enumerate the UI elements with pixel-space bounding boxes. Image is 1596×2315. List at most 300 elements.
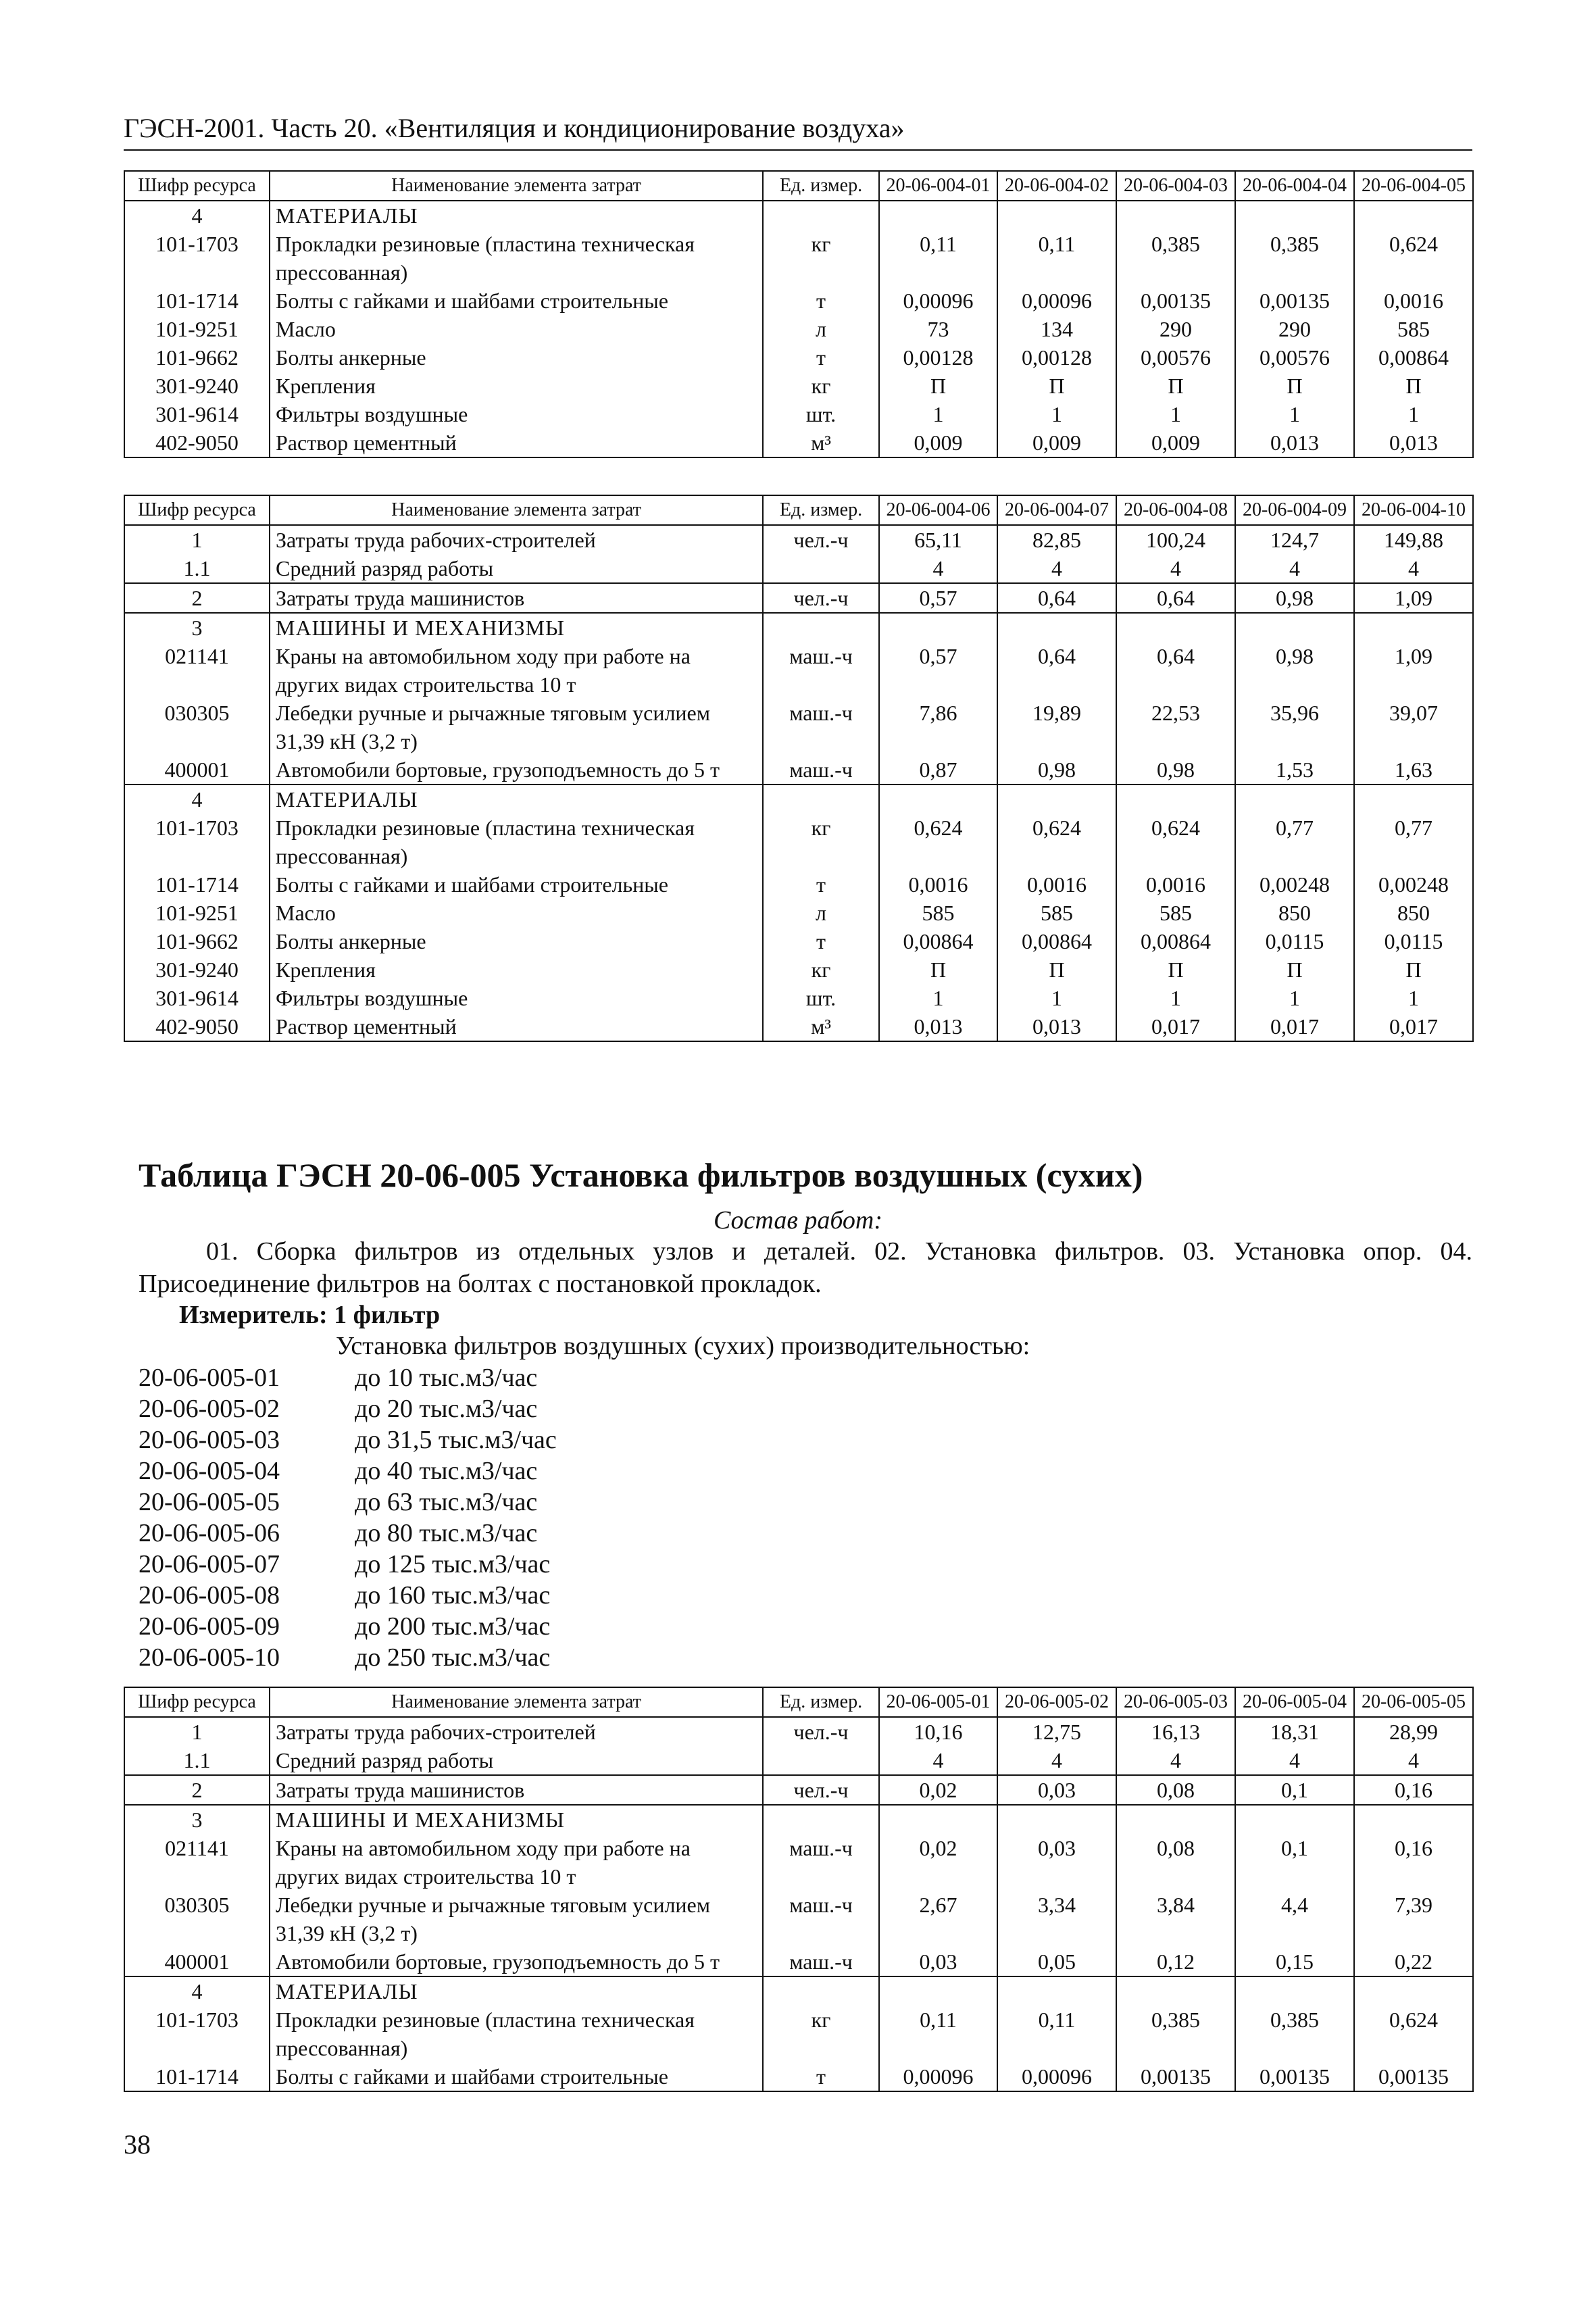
resource-code: 400001 <box>124 755 270 785</box>
value-cell: 0,64 <box>997 642 1116 699</box>
value-cell: 0,03 <box>997 1834 1116 1891</box>
value-cell: П <box>1354 955 1473 984</box>
code-list-item <box>139 1362 557 1393</box>
resource-code: 1.1 <box>124 1746 270 1775</box>
value-cell: 0,03 <box>879 1947 997 1976</box>
norm-code: 20-06-005-07 <box>139 1550 280 1578</box>
value-cell: 0,00864 <box>1116 927 1235 955</box>
resource-name: МАТЕРИАЛЫ <box>270 1976 763 2006</box>
value-cell: П <box>1235 955 1354 984</box>
value-cell: 0,57 <box>879 583 997 613</box>
table-row <box>124 699 1473 755</box>
unit-cell: т <box>763 287 879 315</box>
unit-cell: маш.-ч <box>763 1834 879 1891</box>
resource-name: Краны на автомобильном ходу при работе на других видах строительства 10 т <box>270 642 763 699</box>
value-cell: 0,0115 <box>1235 927 1354 955</box>
column-header: Наименование элемента затрат <box>270 495 763 525</box>
value-cell: 0,77 <box>1235 814 1354 870</box>
value-cell: 1 <box>1116 400 1235 428</box>
code-list <box>139 1362 557 1673</box>
value-cell: 100,24 <box>1116 525 1235 554</box>
code-list-item <box>139 1424 557 1455</box>
resource-code: 101-9251 <box>124 899 270 927</box>
meter-line: Измеритель: 1 фильтр <box>179 1301 441 1329</box>
value-cell: 0,12 <box>1116 1947 1235 1976</box>
column-header: 20-06-004-06 <box>879 495 997 525</box>
resource-name: Болты анкерные <box>270 927 763 955</box>
norm-code: 20-06-005-06 <box>139 1519 280 1547</box>
value-cell: 0,1 <box>1235 1775 1354 1805</box>
value-cell: 0,0016 <box>997 870 1116 899</box>
norm-code: 20-06-005-08 <box>139 1581 280 1610</box>
productivity-intro: Установка фильтров воздушных (сухих) производительностью: <box>336 1332 1030 1360</box>
unit-cell: кг <box>763 372 879 400</box>
norm-capacity: до 20 тыс.м3/час <box>355 1395 538 1423</box>
unit-cell: кг <box>763 955 879 984</box>
value-cell: 0,08 <box>1116 1834 1235 1891</box>
resource-code: 301-9240 <box>124 372 270 400</box>
value-cell: 0,05 <box>997 1947 1116 1976</box>
value-cell: 0,98 <box>1235 583 1354 613</box>
value-cell: П <box>879 372 997 400</box>
norm-code: 20-06-005-02 <box>139 1395 280 1423</box>
value-cell: 22,53 <box>1116 699 1235 755</box>
table-row <box>124 372 1473 400</box>
column-header: 20-06-005-01 <box>879 1687 997 1717</box>
value-cell: 0,00135 <box>1235 287 1354 315</box>
value-cell <box>1354 613 1473 642</box>
unit-cell: маш.-ч <box>763 699 879 755</box>
unit-cell <box>763 1746 879 1775</box>
value-cell <box>1354 1976 1473 2006</box>
value-cell: 0,0016 <box>879 870 997 899</box>
value-cell <box>997 785 1116 814</box>
value-cell: 0,624 <box>1116 814 1235 870</box>
code-list-item <box>139 1455 557 1487</box>
resource-code: 3 <box>124 1805 270 1834</box>
value-cell: 0,017 <box>1116 1012 1235 1041</box>
value-cell: 0,00135 <box>1354 2062 1473 2091</box>
value-cell <box>879 201 997 230</box>
value-cell: 0,00576 <box>1235 343 1354 372</box>
value-cell: 1 <box>1354 984 1473 1012</box>
resource-name: Крепления <box>270 372 763 400</box>
value-cell: 28,99 <box>1354 1717 1473 1746</box>
value-cell <box>997 1976 1116 2006</box>
code-list-item <box>139 1393 557 1424</box>
table-row <box>124 927 1473 955</box>
unit-cell: чел.-ч <box>763 525 879 554</box>
value-cell: 0,15 <box>1235 1947 1354 1976</box>
resource-code: 4 <box>124 785 270 814</box>
code-list-item <box>139 1580 557 1611</box>
value-cell <box>1235 1805 1354 1834</box>
value-cell: 0,00128 <box>997 343 1116 372</box>
column-header: Ед. измер. <box>763 171 879 201</box>
value-cell <box>1354 785 1473 814</box>
table-row <box>124 230 1473 287</box>
table-row <box>124 583 1473 613</box>
resource-code: 1 <box>124 525 270 554</box>
value-cell <box>1116 1805 1235 1834</box>
table-row <box>124 2062 1473 2091</box>
resource-name: Прокладки резиновые (пластина техническая прессованная) <box>270 2006 763 2062</box>
unit-cell: кг <box>763 2006 879 2062</box>
resource-code: 101-1703 <box>124 814 270 870</box>
unit-cell: чел.-ч <box>763 1717 879 1746</box>
value-cell: 0,03 <box>997 1775 1116 1805</box>
column-header: 20-06-004-04 <box>1235 171 1354 201</box>
column-header: 20-06-004-01 <box>879 171 997 201</box>
value-cell: 2,67 <box>879 1891 997 1947</box>
value-cell: 0,00096 <box>879 287 997 315</box>
value-cell: 585 <box>879 899 997 927</box>
column-header: 20-06-005-05 <box>1354 1687 1473 1717</box>
value-cell: 0,385 <box>1235 2006 1354 2062</box>
column-header: 20-06-004-10 <box>1354 495 1473 525</box>
table-row <box>124 955 1473 984</box>
unit-cell: т <box>763 870 879 899</box>
unit-cell: т <box>763 927 879 955</box>
value-cell: 0,00864 <box>1354 343 1473 372</box>
table-row <box>124 1947 1473 1976</box>
value-cell: 0,0016 <box>1354 287 1473 315</box>
value-cell: 0,00135 <box>1116 2062 1235 2091</box>
table-row <box>124 613 1473 642</box>
value-cell: 65,11 <box>879 525 997 554</box>
value-cell: 0,00248 <box>1354 870 1473 899</box>
resource-name: Прокладки резиновые (пластина техническая прессованная) <box>270 814 763 870</box>
unit-cell: чел.-ч <box>763 583 879 613</box>
code-list-item <box>139 1611 557 1642</box>
value-cell: 0,64 <box>1116 583 1235 613</box>
value-cell: 0,00096 <box>879 2062 997 2091</box>
value-cell: 0,624 <box>1354 230 1473 287</box>
resource-code: 101-1714 <box>124 2062 270 2091</box>
resource-name: Масло <box>270 899 763 927</box>
value-cell: 0,64 <box>997 583 1116 613</box>
value-cell: 585 <box>1354 315 1473 343</box>
resource-name: Раствор цементный <box>270 428 763 457</box>
column-header: 20-06-005-02 <box>997 1687 1116 1717</box>
unit-cell <box>763 554 879 583</box>
table-row <box>124 2006 1473 2062</box>
resource-code: 030305 <box>124 699 270 755</box>
resource-code: 101-9662 <box>124 927 270 955</box>
resource-name: Затраты труда рабочих-строителей <box>270 1717 763 1746</box>
norm-capacity: до 250 тыс.м3/час <box>355 1643 551 1672</box>
resource-name: Крепления <box>270 955 763 984</box>
value-cell: 7,39 <box>1354 1891 1473 1947</box>
resource-name: МАШИНЫ И МЕХАНИЗМЫ <box>270 613 763 642</box>
value-cell <box>879 785 997 814</box>
norm-capacity: до 200 тыс.м3/час <box>355 1612 551 1641</box>
resource-name: Фильтры воздушные <box>270 400 763 428</box>
value-cell: 4 <box>1235 554 1354 583</box>
resource-name: Затраты труда рабочих-строителей <box>270 525 763 554</box>
resource-code: 1.1 <box>124 554 270 583</box>
value-cell <box>1116 201 1235 230</box>
resource-name: Болты с гайками и шайбами строительные <box>270 287 763 315</box>
norm-capacity: до 10 тыс.м3/час <box>355 1364 538 1392</box>
resource-name: Краны на автомобильном ходу при работе на других видах строительства 10 т <box>270 1834 763 1891</box>
value-cell <box>879 1805 997 1834</box>
column-header: Ед. измер. <box>763 1687 879 1717</box>
value-cell: 850 <box>1354 899 1473 927</box>
table-row <box>124 984 1473 1012</box>
value-cell: 4 <box>1354 1746 1473 1775</box>
value-cell: 1 <box>879 400 997 428</box>
value-cell: 39,07 <box>1354 699 1473 755</box>
value-cell: 0,013 <box>1235 428 1354 457</box>
value-cell: П <box>1235 372 1354 400</box>
resource-name: Затраты труда машинистов <box>270 583 763 613</box>
resource-name: МАШИНЫ И МЕХАНИЗМЫ <box>270 1805 763 1834</box>
table-row <box>124 785 1473 814</box>
value-cell: 585 <box>1116 899 1235 927</box>
resource-code: 402-9050 <box>124 428 270 457</box>
value-cell: 0,64 <box>1116 642 1235 699</box>
table-row <box>124 525 1473 554</box>
table-row <box>124 755 1473 785</box>
resource-code: 4 <box>124 1976 270 2006</box>
column-header: 20-06-004-09 <box>1235 495 1354 525</box>
norm-capacity: до 40 тыс.м3/час <box>355 1457 538 1485</box>
value-cell: 0,385 <box>1235 230 1354 287</box>
value-cell: 0,00096 <box>997 2062 1116 2091</box>
value-cell <box>1354 1805 1473 1834</box>
unit-cell <box>763 1976 879 2006</box>
value-cell: 0,00864 <box>879 927 997 955</box>
value-cell: 0,98 <box>1235 642 1354 699</box>
value-cell: 0,16 <box>1354 1775 1473 1805</box>
resource-code: 101-1714 <box>124 870 270 899</box>
resource-code: 101-9662 <box>124 343 270 372</box>
norm-capacity: до 80 тыс.м3/час <box>355 1519 538 1547</box>
value-cell: 0,385 <box>1116 2006 1235 2062</box>
value-cell: 0,11 <box>879 230 997 287</box>
unit-cell: м³ <box>763 1012 879 1041</box>
value-cell: 0,00864 <box>997 927 1116 955</box>
value-cell <box>879 613 997 642</box>
resource-code: 301-9614 <box>124 400 270 428</box>
unit-cell: шт. <box>763 984 879 1012</box>
table-row <box>124 1976 1473 2006</box>
norm-code: 20-06-005-04 <box>139 1457 280 1485</box>
table-row <box>124 287 1473 315</box>
norm-capacity: до 63 тыс.м3/час <box>355 1488 538 1516</box>
value-cell: 0,013 <box>1354 428 1473 457</box>
works-heading: Состав работ: <box>713 1206 883 1235</box>
resource-code: 021141 <box>124 642 270 699</box>
value-cell <box>1116 1976 1235 2006</box>
table-row <box>124 642 1473 699</box>
resource-name: МАТЕРИАЛЫ <box>270 785 763 814</box>
resource-code: 2 <box>124 1775 270 1805</box>
unit-cell: т <box>763 2062 879 2091</box>
value-cell: 0,22 <box>1354 1947 1473 1976</box>
code-list-item <box>139 1549 557 1580</box>
value-cell <box>1116 613 1235 642</box>
unit-cell: чел.-ч <box>763 1775 879 1805</box>
table-row <box>124 400 1473 428</box>
resource-code: 4 <box>124 201 270 230</box>
resource-name: Раствор цементный <box>270 1012 763 1041</box>
value-cell: 1 <box>1235 984 1354 1012</box>
norm-code: 20-06-005-01 <box>139 1364 280 1392</box>
value-cell: 0,57 <box>879 642 997 699</box>
value-cell: П <box>1116 955 1235 984</box>
value-cell: 0,02 <box>879 1834 997 1891</box>
value-cell: 4 <box>1116 554 1235 583</box>
value-cell: 0,013 <box>879 1012 997 1041</box>
value-cell: 0,11 <box>997 2006 1116 2062</box>
value-cell: 0,11 <box>879 2006 997 2062</box>
section-title: Таблица ГЭСН 20-06-005 Установка фильтров воздушных (сухих) <box>139 1156 1143 1194</box>
resource-code: 301-9614 <box>124 984 270 1012</box>
value-cell: 0,009 <box>879 428 997 457</box>
norm-code: 20-06-005-09 <box>139 1612 280 1641</box>
resource-table-005-01-05 <box>124 1687 1474 2092</box>
resource-name: Автомобили бортовые, грузоподъемность до 5 т <box>270 755 763 785</box>
column-header: 20-06-004-03 <box>1116 171 1235 201</box>
value-cell: П <box>879 955 997 984</box>
column-header: 20-06-005-04 <box>1235 1687 1354 1717</box>
unit-cell: шт. <box>763 400 879 428</box>
column-header: 20-06-004-07 <box>997 495 1116 525</box>
value-cell: 4 <box>1116 1746 1235 1775</box>
table-row <box>124 899 1473 927</box>
column-header: 20-06-004-08 <box>1116 495 1235 525</box>
resource-code: 101-1714 <box>124 287 270 315</box>
value-cell: 0,624 <box>1354 2006 1473 2062</box>
works-description <box>139 1235 1472 1300</box>
value-cell: 35,96 <box>1235 699 1354 755</box>
code-list-item <box>139 1518 557 1549</box>
norm-capacity: до 31,5 тыс.м3/час <box>355 1426 557 1454</box>
column-header: 20-06-005-03 <box>1116 1687 1235 1717</box>
value-cell: 1 <box>997 984 1116 1012</box>
value-cell: 0,16 <box>1354 1834 1473 1891</box>
value-cell: 1 <box>1235 400 1354 428</box>
value-cell: 0,02 <box>879 1775 997 1805</box>
resource-name: Болты анкерные <box>270 343 763 372</box>
value-cell: 0,87 <box>879 755 997 785</box>
value-cell: 1 <box>997 400 1116 428</box>
value-cell: 0,017 <box>1354 1012 1473 1041</box>
column-header: 20-06-004-05 <box>1354 171 1473 201</box>
value-cell: 4 <box>879 1746 997 1775</box>
norm-code: 20-06-005-10 <box>139 1643 280 1672</box>
value-cell: 0,009 <box>1116 428 1235 457</box>
value-cell: 4 <box>1354 554 1473 583</box>
value-cell: 4 <box>1235 1746 1354 1775</box>
value-cell: 1,63 <box>1354 755 1473 785</box>
value-cell: 3,84 <box>1116 1891 1235 1947</box>
resource-name: Прокладки резиновые (пластина техническая прессованная) <box>270 230 763 287</box>
value-cell: 4 <box>997 1746 1116 1775</box>
resource-code: 021141 <box>124 1834 270 1891</box>
resource-code: 400001 <box>124 1947 270 1976</box>
value-cell: 0,385 <box>1116 230 1235 287</box>
norm-capacity: до 160 тыс.м3/час <box>355 1581 551 1610</box>
column-header: 20-06-004-02 <box>997 171 1116 201</box>
value-cell <box>997 613 1116 642</box>
table-row <box>124 201 1473 230</box>
value-cell: 0,11 <box>997 230 1116 287</box>
value-cell: 82,85 <box>997 525 1116 554</box>
value-cell: 12,75 <box>997 1717 1116 1746</box>
resource-name: МАТЕРИАЛЫ <box>270 201 763 230</box>
value-cell: 4,4 <box>1235 1891 1354 1947</box>
table-row <box>124 1717 1473 1746</box>
value-cell: 0,00135 <box>1235 2062 1354 2091</box>
norm-code: 20-06-005-05 <box>139 1488 280 1516</box>
page-number: 38 <box>124 2129 151 2160</box>
value-cell: 290 <box>1116 315 1235 343</box>
value-cell: 0,00128 <box>879 343 997 372</box>
column-header: Шифр ресурса <box>124 171 270 201</box>
value-cell <box>1235 1976 1354 2006</box>
value-cell: 16,13 <box>1116 1717 1235 1746</box>
unit-cell: т <box>763 343 879 372</box>
norm-capacity: до 125 тыс.м3/час <box>355 1550 551 1578</box>
resource-table-004-06-10 <box>124 495 1474 1042</box>
value-cell: 7,86 <box>879 699 997 755</box>
resource-code: 301-9240 <box>124 955 270 984</box>
unit-cell: кг <box>763 814 879 870</box>
value-cell: 0,98 <box>997 755 1116 785</box>
table-row <box>124 1012 1473 1041</box>
resource-name: Средний разряд работы <box>270 554 763 583</box>
works-text: 01. Сборка фильтров из отдельных узлов и деталей. 02. Установка фильтров. 03. Установка опор. 04. Присоединение фильтров на болтах с постановкой прокладок. <box>139 1237 1472 1298</box>
value-cell: 73 <box>879 315 997 343</box>
unit-cell: м³ <box>763 428 879 457</box>
column-header: Шифр ресурса <box>124 1687 270 1717</box>
value-cell: 134 <box>997 315 1116 343</box>
value-cell: 1,09 <box>1354 642 1473 699</box>
value-cell <box>997 1805 1116 1834</box>
table-row <box>124 1746 1473 1775</box>
resource-code: 3 <box>124 613 270 642</box>
value-cell: 4 <box>997 554 1116 583</box>
unit-cell: л <box>763 315 879 343</box>
value-cell <box>879 1976 997 2006</box>
value-cell <box>997 201 1116 230</box>
value-cell: 18,31 <box>1235 1717 1354 1746</box>
value-cell: 0,1 <box>1235 1834 1354 1891</box>
value-cell <box>1235 201 1354 230</box>
resource-table-004-01-05 <box>124 170 1474 458</box>
value-cell: 0,77 <box>1354 814 1473 870</box>
resource-name: Затраты труда машинистов <box>270 1775 763 1805</box>
table-row <box>124 1891 1473 1947</box>
value-cell <box>1116 785 1235 814</box>
value-cell: 0,0016 <box>1116 870 1235 899</box>
resource-name: Автомобили бортовые, грузоподъемность до 5 т <box>270 1947 763 1976</box>
value-cell: 0,009 <box>997 428 1116 457</box>
unit-cell <box>763 201 879 230</box>
table-row <box>124 1805 1473 1834</box>
resource-code: 030305 <box>124 1891 270 1947</box>
value-cell: П <box>1354 372 1473 400</box>
unit-cell: маш.-ч <box>763 1891 879 1947</box>
value-cell: 1 <box>879 984 997 1012</box>
unit-cell <box>763 1805 879 1834</box>
value-cell: 0,00096 <box>997 287 1116 315</box>
column-header: Ед. измер. <box>763 495 879 525</box>
value-cell: П <box>997 372 1116 400</box>
